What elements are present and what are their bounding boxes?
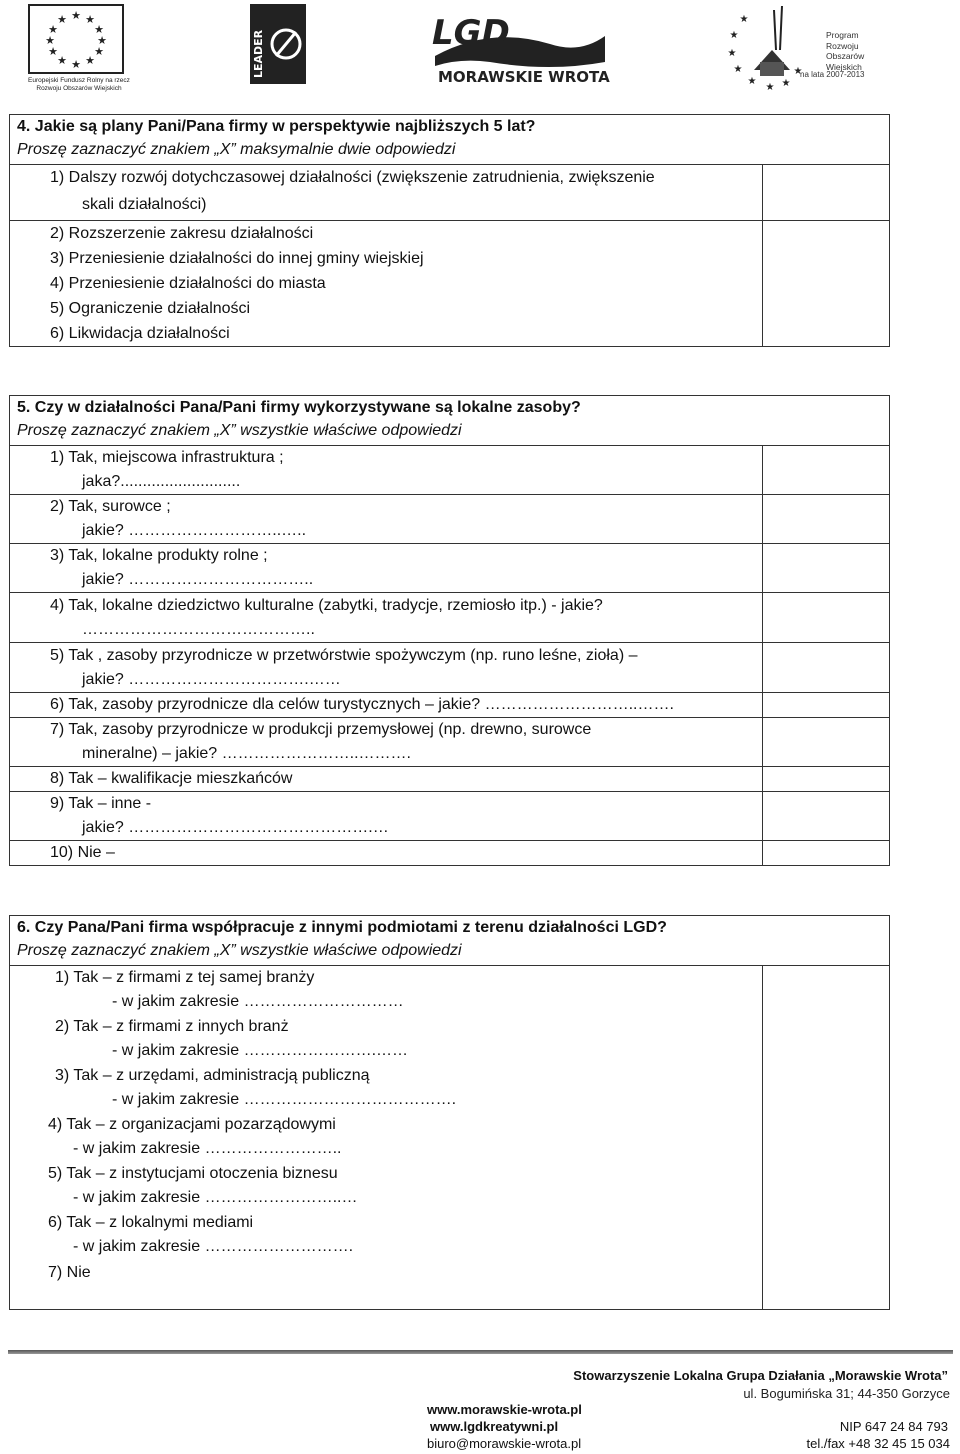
- row-divider: [10, 717, 889, 718]
- svg-text:★: ★: [85, 13, 95, 26]
- question-4-instruction: Proszę zaznaczyć znakiem „X” maksymalnie dwie odpowiedzi: [17, 141, 456, 158]
- svg-text:★: ★: [765, 82, 775, 93]
- q5-option-1: 1) Tak, miejscowa infrastruktura ;: [50, 449, 284, 466]
- q4-option-6: 6) Likwidacja działalności: [50, 325, 230, 342]
- footer-divider: [8, 1350, 953, 1354]
- footer-organization: Stowarzyszenie Lokalna Grupa Działania „Morawskie Wrota”: [573, 1368, 948, 1383]
- footer-phone: tel./fax +48 32 45 15 034: [806, 1436, 950, 1451]
- q5-option-3-cont: jakie? ……………………………..: [82, 571, 314, 588]
- svg-text:★: ★: [94, 45, 104, 58]
- q5-option-4-cont: ……………………………………..: [82, 621, 315, 638]
- svg-text:★: ★: [97, 34, 107, 47]
- q5-option-7-cont: mineralne) – jakie? ……………………..……….: [82, 745, 411, 762]
- lgd-morawskie-wrota-logo: [430, 6, 610, 86]
- q5-option-5-cont: jakie? …………………………….……: [82, 671, 341, 688]
- q4-option-1-cont: skali działalności): [82, 196, 207, 213]
- question-5-header: [10, 396, 889, 446]
- svg-text:★: ★: [71, 9, 81, 22]
- q5-option-6: 6) Tak, zasoby przyrodnicze dla celów turystycznych – jakie? ………………………..…….: [50, 696, 674, 713]
- svg-text:★: ★: [71, 58, 81, 71]
- q6-option-4-scope: - w jakim zakresie ……………………..: [73, 1140, 342, 1157]
- prow-line: Obszarów: [826, 51, 865, 61]
- prow-years: na lata 2007-2013: [800, 70, 865, 79]
- q6-option-7: 7) Nie: [48, 1264, 91, 1281]
- question-4-header: [10, 115, 889, 165]
- q4-option-3: 3) Przeniesienie działalności do innej gminy wiejskiej: [50, 250, 424, 267]
- q6-option-3: 3) Tak – z urzędami, administracją publiczną: [55, 1067, 370, 1084]
- svg-text:★: ★: [57, 54, 67, 67]
- prow-line: Rozwoju: [826, 40, 859, 51]
- question-6-header: [10, 916, 889, 966]
- q5-option-2: 2) Tak, surowce ;: [50, 498, 171, 515]
- q5-option-3: 3) Tak, lokalne produkty rolne ;: [50, 547, 268, 564]
- svg-text:★: ★: [733, 64, 743, 75]
- row-divider: [10, 692, 889, 693]
- q4-option-1: 1) Dalszy rozwój dotychczasowej działalności (zwiększenie zatrudnienia, zwiększenie: [50, 169, 655, 186]
- q6-option-6: 6) Tak – z lokalnymi mediami: [48, 1214, 254, 1231]
- q5-option-7: 7) Tak, zasoby przyrodnicze w produkcji przemysłowej (np. drewno, surowce: [50, 721, 592, 738]
- svg-text:★: ★: [793, 66, 803, 77]
- prow-line: Program: [826, 30, 859, 40]
- leader-wordmark: LEADER: [252, 29, 265, 78]
- svg-text:★: ★: [727, 48, 737, 59]
- eu-caption: [24, 77, 134, 92]
- q4-option-4: 4) Przeniesienie działalności do miasta: [50, 275, 326, 292]
- lgd-title: LGD: [432, 13, 510, 53]
- question-5-title: 5. Czy w działalności Pana/Pani firmy wykorzystywane są lokalne zasoby?: [17, 399, 581, 416]
- q6-option-4: 4) Tak – z organizacjami pozarządowymi: [48, 1116, 336, 1133]
- footer-website-2[interactable]: www.lgdkreatywni.pl: [430, 1419, 559, 1434]
- q6-option-1-scope: - w jakim zakresie …………………………: [112, 993, 404, 1010]
- leader-logo: [250, 4, 306, 84]
- lgd-subtitle: MORAWSKIE WROTA: [438, 68, 610, 86]
- footer-nip: NIP 647 24 84 793: [839, 1419, 948, 1434]
- q4-option-2: 2) Rozszerzenie zakresu działalności: [50, 225, 314, 242]
- question-6-box: [9, 915, 890, 1310]
- q6-option-2: 2) Tak – z firmami z innych branż: [55, 1018, 289, 1035]
- q5-option-4: 4) Tak, lokalne dziedzictwo kulturalne (zabytki, tradycje, rzemiosło itp.) - jakie?: [50, 597, 603, 614]
- svg-text:★: ★: [94, 23, 104, 36]
- eu-logo: [24, 4, 130, 98]
- q6-option-5: 5) Tak – z instytucjami otoczenia biznesu: [48, 1165, 338, 1182]
- svg-text:★: ★: [729, 30, 739, 41]
- question-4-title: 4. Jakie są plany Pani/Pana firmy w perspektywie najbliższych 5 lat?: [17, 118, 536, 135]
- q5-option-8: 8) Tak – kwalifikacje mieszkańców: [50, 770, 293, 787]
- svg-text:★: ★: [48, 45, 58, 58]
- question-5-instruction: Proszę zaznaczyć znakiem „X” wszystkie właściwe odpowiedzi: [17, 422, 462, 439]
- q4-option-5: 5) Ograniczenie działalności: [50, 300, 251, 317]
- svg-text:★: ★: [45, 34, 55, 47]
- q5-option-2-cont: jakie? ………………………..…..: [82, 522, 307, 539]
- eu-caption-line-2: Rozwoju Obszarów Wiejskich: [36, 84, 122, 92]
- row-divider: [10, 791, 889, 792]
- row-divider: [10, 543, 889, 544]
- question-4-box: [9, 114, 890, 347]
- question-6-instruction: Proszę zaznaczyć znakiem „X” wszystkie właściwe odpowiedzi: [17, 942, 462, 959]
- prow-line: Wiejskich: [826, 61, 862, 72]
- svg-text:★: ★: [85, 54, 95, 67]
- question-6-title: 6. Czy Pana/Pani firma współpracuje z innymi podmiotami z terenu działalności LGD?: [17, 919, 667, 936]
- q5-option-9-cont: jakie? ……………………………………….…: [82, 819, 389, 836]
- footer-email[interactable]: biuro@morawskie-wrota.pl: [427, 1436, 582, 1451]
- svg-text:★: ★: [747, 76, 757, 87]
- question-5-box: [9, 395, 890, 866]
- eu-flag-icon: [28, 4, 124, 74]
- q5-option-5: 5) Tak , zasoby przyrodnicze w przetwórstwie spożywczym (np. runo leśne, zioła) –: [50, 647, 638, 664]
- q6-option-3-scope: - w jakim zakresie ………………………………….: [112, 1091, 457, 1108]
- svg-text:★: ★: [739, 14, 749, 25]
- q5-option-9: 9) Tak – inne -: [50, 795, 152, 812]
- q6-option-2-scope: - w jakim zakresie …………………….……: [112, 1042, 409, 1059]
- row-divider: [10, 494, 889, 495]
- q6-option-5-scope: - w jakim zakresie ……………………..…: [73, 1189, 358, 1206]
- q5-option-1-cont: jaka?...........................: [82, 473, 241, 490]
- row-divider: [10, 592, 889, 593]
- footer-website-1[interactable]: www.morawskie-wrota.pl: [427, 1402, 582, 1417]
- prow-name: [826, 30, 864, 72]
- q5-option-10: 10) Nie –: [50, 844, 115, 861]
- eu-caption-line-1: Europejski Fundusz Rolny na rzecz: [28, 77, 130, 84]
- footer-address: ul. Bogumińska 31; 44-350 Gorzyce: [743, 1386, 950, 1401]
- svg-text:★: ★: [781, 78, 791, 89]
- svg-text:★: ★: [57, 13, 67, 26]
- row-divider: [10, 766, 889, 767]
- header-logos: [0, 0, 960, 100]
- row-divider: [10, 642, 889, 643]
- q6-option-1: 1) Tak – z firmami z tej samej branży: [55, 969, 315, 986]
- row-divider: [10, 220, 889, 221]
- q6-option-6-scope: - w jakim zakresie ……………………….: [73, 1238, 354, 1255]
- row-divider: [10, 840, 889, 841]
- svg-text:★: ★: [48, 23, 58, 36]
